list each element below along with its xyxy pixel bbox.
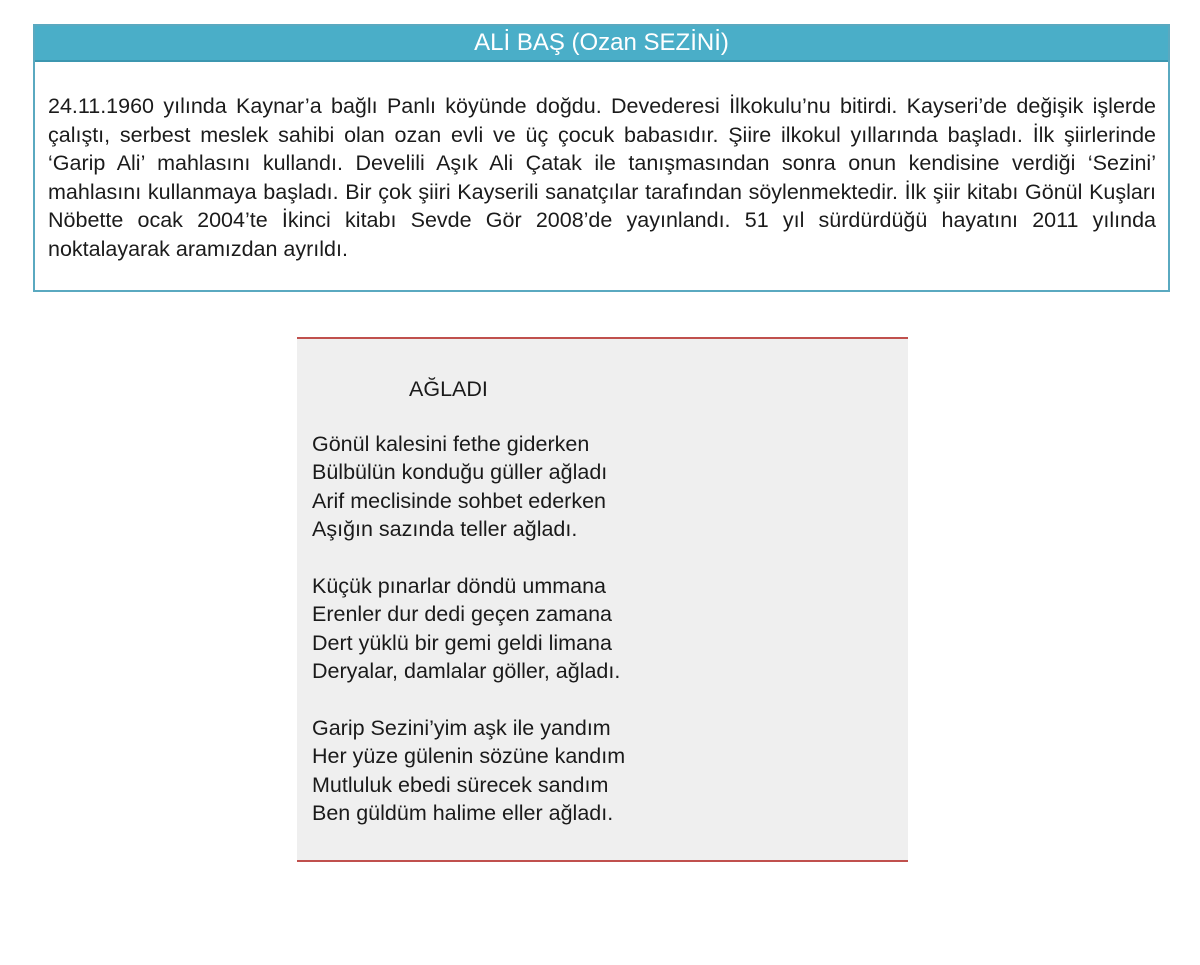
poem-verse: Ben güldüm halime eller ağladı. (312, 801, 614, 826)
poem-verse: Gönül kalesini fethe giderken (312, 432, 590, 456)
poem-verse: Erenler dur dedi geçen zamana (312, 602, 612, 627)
poem-stanza-2 (312, 572, 625, 686)
poem-verse: Mutluluk ebedi sürecek sandım (312, 772, 609, 797)
biography-text: 24.11.1960 yılında Kaynar’a bağlı Panlı köyünde doğdu. Devederesi İlkokulu’nu bitirdi. Kayseri’de değişik işlerde çalıştı, serbest meslek sahibi olan ozan evli ve üç çocuk babasıdır. Şiire ilkokul yıllarında başladı. İlk şiirlerinde ‘Garip Ali’ mahlasını kullandı. Develili Aşık Ali Çatak ile tanışmasından sonra onun kendisine verdiği ‘Sezini’ mahlasını kullanmaya başladı. Bir çok şiiri Kayserili sanatçılar tarafından söylenmektedir. İlk şiir kitabı Gönül Kuşları Nöbette ocak 2004’te İkinci kitabı Sevde Gör 2008’de yayınlandı. 51 yıl sürdürdüğü hayatını 2011 yılında noktalayarak aramızdan ayrıldı. (48, 94, 1156, 261)
biography-title: ALİ BAŞ (Ozan SEZİNİ) (35, 26, 1168, 62)
poem-verse: Deryalar, damlalar göller, ağladı. (312, 659, 621, 684)
poem-verse: Bülbülün konduğu güller ağladı (312, 460, 608, 485)
poem-verse: Dert yüklü bir gemi geldi limana (312, 630, 612, 655)
poem-stanza-3 (312, 714, 625, 828)
poem-verse: Küçük pınarlar döndü ummana (312, 574, 607, 599)
poem-verse: Her yüze gülenin sözüne kandım (312, 744, 626, 769)
poem-body (312, 430, 625, 856)
poem-verse: Aşığın sazında teller ağladı. (312, 517, 578, 542)
biography-box (33, 24, 1170, 292)
poem-stanza-1 (312, 430, 625, 544)
poem-box (297, 337, 908, 862)
poem-verse: Garip Sezini’yim aşk ile yandım (312, 716, 611, 741)
poem-title: AĞLADI (409, 377, 488, 401)
poem-verse: Arif meclisinde sohbet ederken (312, 488, 606, 513)
